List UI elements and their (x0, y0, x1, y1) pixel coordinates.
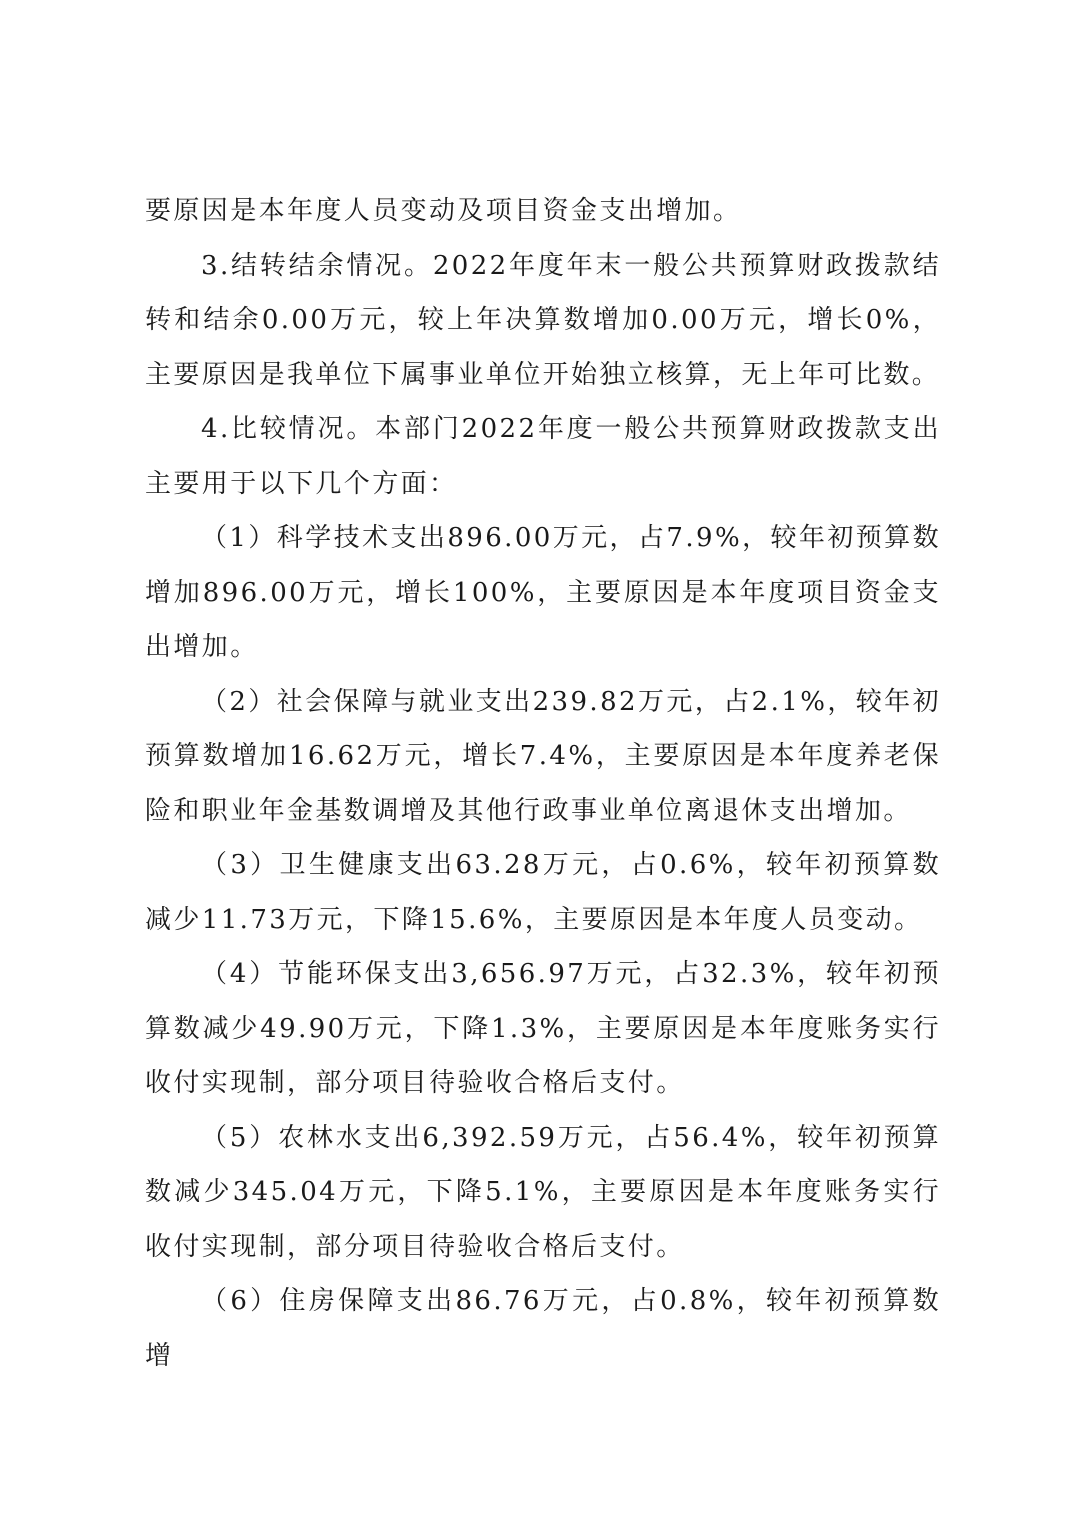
paragraph-carryover-balance: 3.结转结余情况。2022年度年末一般公共预算财政拨款结转和结余0.00万元，较上年决算数增加0.00万元，增长0%，主要原因是我单位下属事业单位开始独立核算，无上年可比数。 (145, 250, 941, 390)
paragraph-health: （3）卫生健康支出63.28万元，占0.6%，较年初预算数减少11.73万元，下降15.6%，主要原因是本年度人员变动。 (145, 850, 941, 935)
paragraph-housing: （6）住房保障支出86.76万元，占0.8%，较年初预算数增 (145, 1286, 941, 1371)
paragraph-science-technology: （1）科学技术支出896.00万元，占7.9%，较年初预算数增加896.00万元，增长100%，主要原因是本年度项目资金支出增加。 (145, 523, 941, 662)
paragraph-continuation: 要原因是本年度人员变动及项目资金支出增加。 (145, 196, 742, 226)
paragraph-comparison-intro: 4.比较情况。本部门2022年度一般公共预算财政拨款支出主要用于以下几个方面： (145, 414, 941, 499)
paragraph-agriculture-forestry-water: （5）农林水支出6,392.59万元，占56.4%，较年初预算数减少345.04万元，下降5.1%，主要原因是本年度账务实行收付实现制，部分项目待验收合格后支付。 (145, 1122, 941, 1262)
document-body (145, 184, 941, 1383)
paragraph-energy-environment: （4）节能环保支出3,656.97万元，占32.3%，较年初预算数减少49.90万元，下降1.3%，主要原因是本年度账务实行收付实现制，部分项目待验收合格后支付。 (145, 959, 941, 1098)
paragraph-social-security: （2）社会保障与就业支出239.82万元，占2.1%，较年初预算数增加16.62万元，增长7.4%，主要原因是本年度养老保险和职业年金基数调增及其他行政事业单位离退休支出增加。 (145, 686, 941, 826)
